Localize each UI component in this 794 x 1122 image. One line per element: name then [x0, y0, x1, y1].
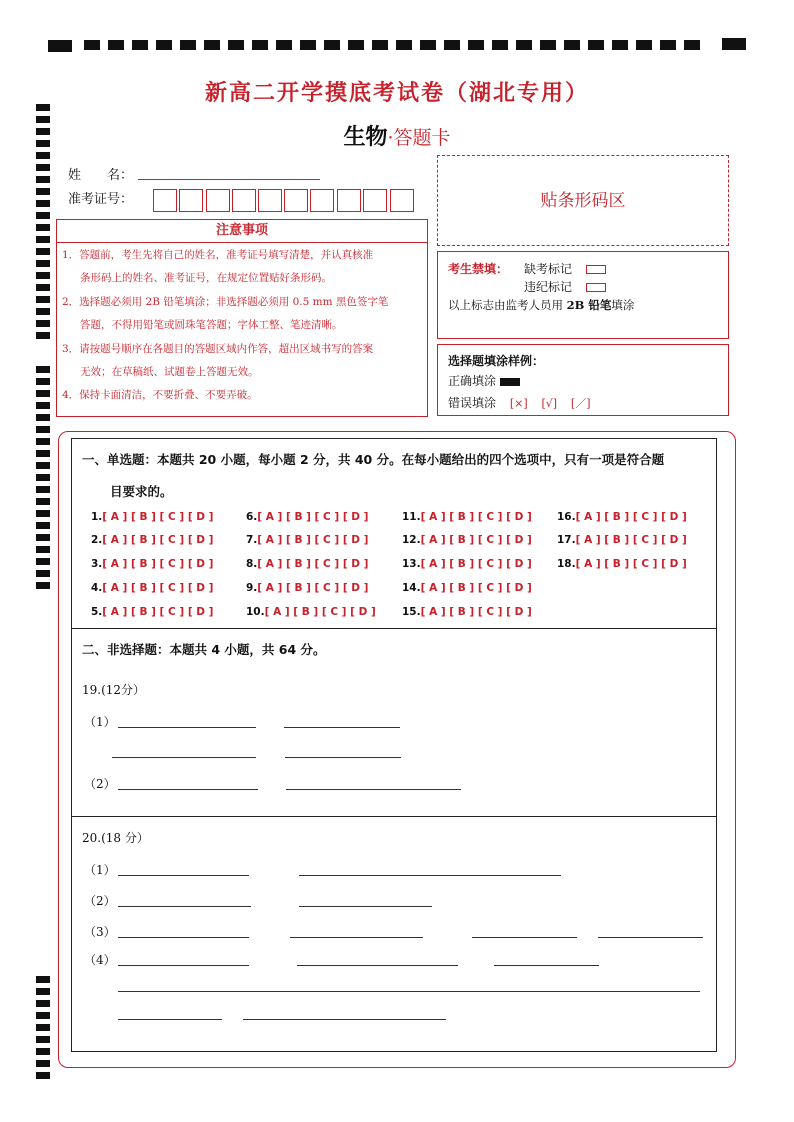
q20-3-blank-c[interactable]: [472, 937, 577, 938]
q20-sub-2-label: （2）: [84, 894, 116, 908]
question-16[interactable]: 16.[ A ] [ B ] [ C ] [ D ]: [557, 511, 687, 523]
question-20-heading: 20.(18 分）: [82, 831, 149, 845]
absent-mark-box[interactable]: [586, 265, 606, 274]
wrong-fill-row: [448, 394, 591, 411]
section2-instruction: 二、非选择题：本题共 4 小题，共 64 分。: [82, 642, 326, 657]
q20-4-blank-e[interactable]: [118, 1019, 222, 1020]
q19-1-blank-a[interactable]: [118, 727, 256, 728]
wrong-fill-sample-3: [／]: [570, 397, 591, 410]
question-15[interactable]: 15.[ A ] [ B ] [ C ] [ D ]: [402, 606, 532, 618]
question-7[interactable]: 7.[ A ] [ B ] [ C ] [ D ]: [246, 534, 369, 546]
q20-3-blank-d[interactable]: [598, 937, 703, 938]
wrong-fill-label: 错误填涂: [448, 396, 497, 410]
forbidden-title: 考生禁填：: [448, 262, 509, 276]
correct-fill-label: 正确填涂: [448, 374, 497, 388]
q19-sub-1-label: （1）: [84, 715, 116, 729]
question-13[interactable]: 13.[ A ] [ B ] [ C ] [ D ]: [402, 558, 532, 570]
q20-sub-1-label: （1）: [84, 863, 116, 877]
q20-3-blank-a[interactable]: [118, 937, 249, 938]
question-8[interactable]: 8.[ A ] [ B ] [ C ] [ D ]: [246, 558, 369, 570]
note-item-1: 1．答题前，考生先将自己的姓名，准考证号填写清楚，并认真核准 条形码上的姓名、准考证号，在规定位置贴好条形码。: [62, 249, 374, 284]
notes-title: 注意事项: [57, 220, 427, 243]
exam-id-label: 准考证号：: [68, 192, 134, 207]
wrong-fill-sample-2: [√]: [541, 397, 558, 410]
timing-marks-top: [48, 38, 746, 52]
question-12[interactable]: 12.[ A ] [ B ] [ C ] [ D ]: [402, 534, 532, 546]
q20-3-blank-b[interactable]: [290, 937, 423, 938]
q20-2-blank-a[interactable]: [118, 906, 251, 907]
note-item-2: 2．选择题必须用 2B 铅笔填涂；非选择题必须用 0.5 mm 黑色签字笔 答题，不得用铅笔或圆珠笔答题；字体工整、笔迹清晰。: [62, 296, 389, 331]
timing-marks-left: [36, 100, 52, 1100]
question-19-heading: 19.(12分）: [82, 683, 146, 697]
question-18[interactable]: 18.[ A ] [ B ] [ C ] [ D ]: [557, 558, 687, 570]
question-9[interactable]: 9.[ A ] [ B ] [ C ] [ D ]: [246, 582, 369, 594]
exam-title: 新高二开学摸底考试卷（湖北专用）: [204, 80, 589, 106]
question-17[interactable]: 17.[ A ] [ B ] [ C ] [ D ]: [557, 534, 687, 546]
q20-1-blank-a[interactable]: [118, 875, 249, 876]
q20-4-blank-d[interactable]: [118, 991, 700, 992]
note-item-4: 4．保持卡面清洁，不要折叠、不要弄破。: [62, 389, 258, 401]
q20-4-blank-c[interactable]: [494, 965, 599, 966]
name-label: 姓 名：: [68, 168, 134, 183]
forbidden-note: 以上标志由监考人员用 2B 铅笔填涂: [448, 298, 635, 312]
question-11[interactable]: 11.[ A ] [ B ] [ C ] [ D ]: [402, 511, 532, 523]
wrong-fill-sample-1: [×]: [509, 397, 528, 410]
q20-4-blank-b[interactable]: [297, 965, 458, 966]
q20-sub-3-label: （3）: [84, 925, 116, 939]
question-14[interactable]: 14.[ A ] [ B ] [ C ] [ D ]: [402, 582, 532, 594]
answer-card-label: 答题卡: [393, 127, 451, 149]
q19-1-blank-d[interactable]: [285, 757, 401, 758]
correct-fill-row: [448, 372, 520, 389]
question-1[interactable]: 1.[ A ] [ B ] [ C ] [ D ]: [91, 511, 214, 523]
question-4[interactable]: 4.[ A ] [ B ] [ C ] [ D ]: [91, 582, 214, 594]
violation-mark-box[interactable]: [586, 283, 606, 292]
q19-1-blank-c[interactable]: [112, 757, 256, 758]
violation-mark-label: 违纪标记: [524, 280, 573, 294]
question-2[interactable]: 2.[ A ] [ B ] [ C ] [ D ]: [91, 534, 214, 546]
q20-sub-4-label: （4）: [84, 953, 116, 967]
note-item-3: 3．请按题号顺序在各题目的答题区域内作答，超出区域书写的答案 无效；在草稿纸、试题卷上答题无效。: [62, 343, 374, 378]
absent-mark-label: 缺考标记: [524, 262, 573, 276]
subtitle-separator: ·: [387, 127, 394, 149]
question-6[interactable]: 6.[ A ] [ B ] [ C ] [ D ]: [246, 511, 369, 523]
correct-fill-sample: [500, 378, 520, 386]
question-5[interactable]: 5.[ A ] [ B ] [ C ] [ D ]: [91, 606, 214, 618]
section-divider-1: [71, 628, 717, 629]
q19-2-blank-b[interactable]: [286, 789, 461, 790]
question-10[interactable]: 10.[ A ] [ B ] [ C ] [ D ]: [246, 606, 376, 618]
answer-area-inner: [71, 438, 717, 1052]
q19-1-blank-b[interactable]: [284, 727, 400, 728]
question-3[interactable]: 3.[ A ] [ B ] [ C ] [ D ]: [91, 558, 214, 570]
q20-1-blank-b[interactable]: [299, 875, 561, 876]
absent-mark-row: [524, 260, 606, 277]
section-divider-2: [71, 816, 717, 817]
barcode-label: 贴条形码区: [540, 191, 626, 211]
fill-example-title: 选择题填涂样例：: [448, 354, 545, 368]
violation-mark-row: [524, 278, 606, 295]
section1-instruction-line1: 一、单选题：本题共 20 小题，每小题 2 分，共 40 分。在每小题给出的四个选项中，只有一项是符合题: [82, 452, 665, 467]
section1-instruction-line2: 目要求的。: [110, 484, 173, 499]
q20-2-blank-b[interactable]: [299, 906, 432, 907]
q19-sub-2-label: （2）: [84, 777, 116, 791]
q20-4-blank-a[interactable]: [118, 965, 249, 966]
name-field[interactable]: [138, 179, 320, 180]
subject-name: 生物: [343, 124, 388, 150]
q20-4-blank-f[interactable]: [243, 1019, 446, 1020]
barcode-area: [437, 155, 729, 246]
q19-2-blank-a[interactable]: [118, 789, 258, 790]
card-subtitle: [0, 120, 794, 151]
